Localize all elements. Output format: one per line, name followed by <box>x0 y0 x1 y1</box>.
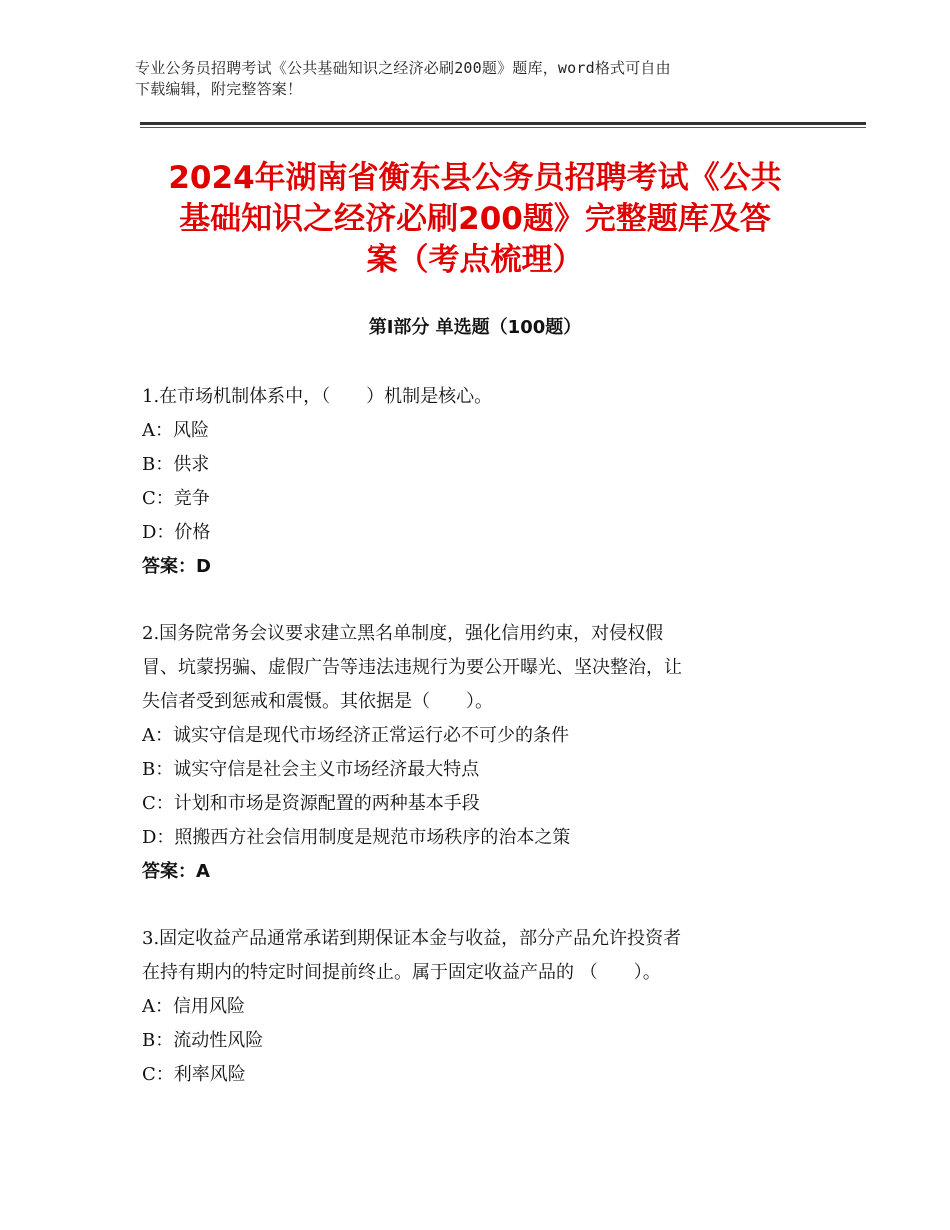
answer-label: 答案：A <box>142 861 210 882</box>
option-b: B：诚实守信是社会主义市场经济最大特点 <box>142 759 480 780</box>
option-a: A：信用风险 <box>142 996 245 1017</box>
question-list <box>142 380 822 1125</box>
question-2 <box>142 617 822 889</box>
header-note-line-1: 专业公务员招聘考试《公共基础知识之经济必刷200题》题库，word格式可自由 <box>135 59 671 77</box>
page-title-line-1: 2024年湖南省衡东县公务员招聘考试《公共 <box>168 160 782 196</box>
question-stem: 1.在市场机制体系中，（ ）机制是核心。 <box>142 386 493 407</box>
page-title <box>120 158 830 281</box>
question-stem-line-2: 冒、坑蒙拐骗、虚假广告等违法违规行为要公开曝光、坚决整治，让 <box>142 657 682 678</box>
header-note <box>135 58 835 100</box>
question-1 <box>142 380 822 584</box>
question-stem-line-2: 在持有期内的特定时间提前终止。属于固定收益产品的 （ ）。 <box>142 962 661 983</box>
question-stem-line-3: 失信者受到惩戒和震慑。其依据是（ ）。 <box>142 691 493 712</box>
option-c: C：竞争 <box>142 488 210 509</box>
question-stem-line-1: 2.国务院常务会议要求建立黑名单制度，强化信用约束，对侵权假 <box>142 623 664 644</box>
page-title-line-2: 基础知识之经济必刷200题》完整题库及答 <box>179 201 771 237</box>
question-3 <box>142 922 822 1092</box>
option-c: C：计划和市场是资源配置的两种基本手段 <box>142 793 480 814</box>
option-a: A：诚实守信是现代市场经济正常运行必不可少的条件 <box>142 725 569 746</box>
option-c: C：利率风险 <box>142 1064 246 1085</box>
option-d: D：价格 <box>142 522 211 543</box>
answer-label: 答案：D <box>142 556 211 577</box>
question-stem-line-1: 3.固定收益产品通常承诺到期保证本金与收益，部分产品允许投资者 <box>142 928 682 949</box>
header-divider-thin <box>140 127 866 128</box>
option-d: D：照搬西方社会信用制度是规范市场秩序的治本之策 <box>142 827 571 848</box>
option-b: B：供求 <box>142 454 210 475</box>
header-note-line-2: 下载编辑，附完整答案！ <box>135 80 303 98</box>
section-title: 第Ⅰ部分 单选题（100题） <box>368 317 582 338</box>
option-a: A：风险 <box>142 420 209 441</box>
header-divider-thick <box>140 122 866 125</box>
page-title-line-3: 案（考点梳理） <box>366 242 584 278</box>
option-b: B：流动性风险 <box>142 1030 264 1051</box>
